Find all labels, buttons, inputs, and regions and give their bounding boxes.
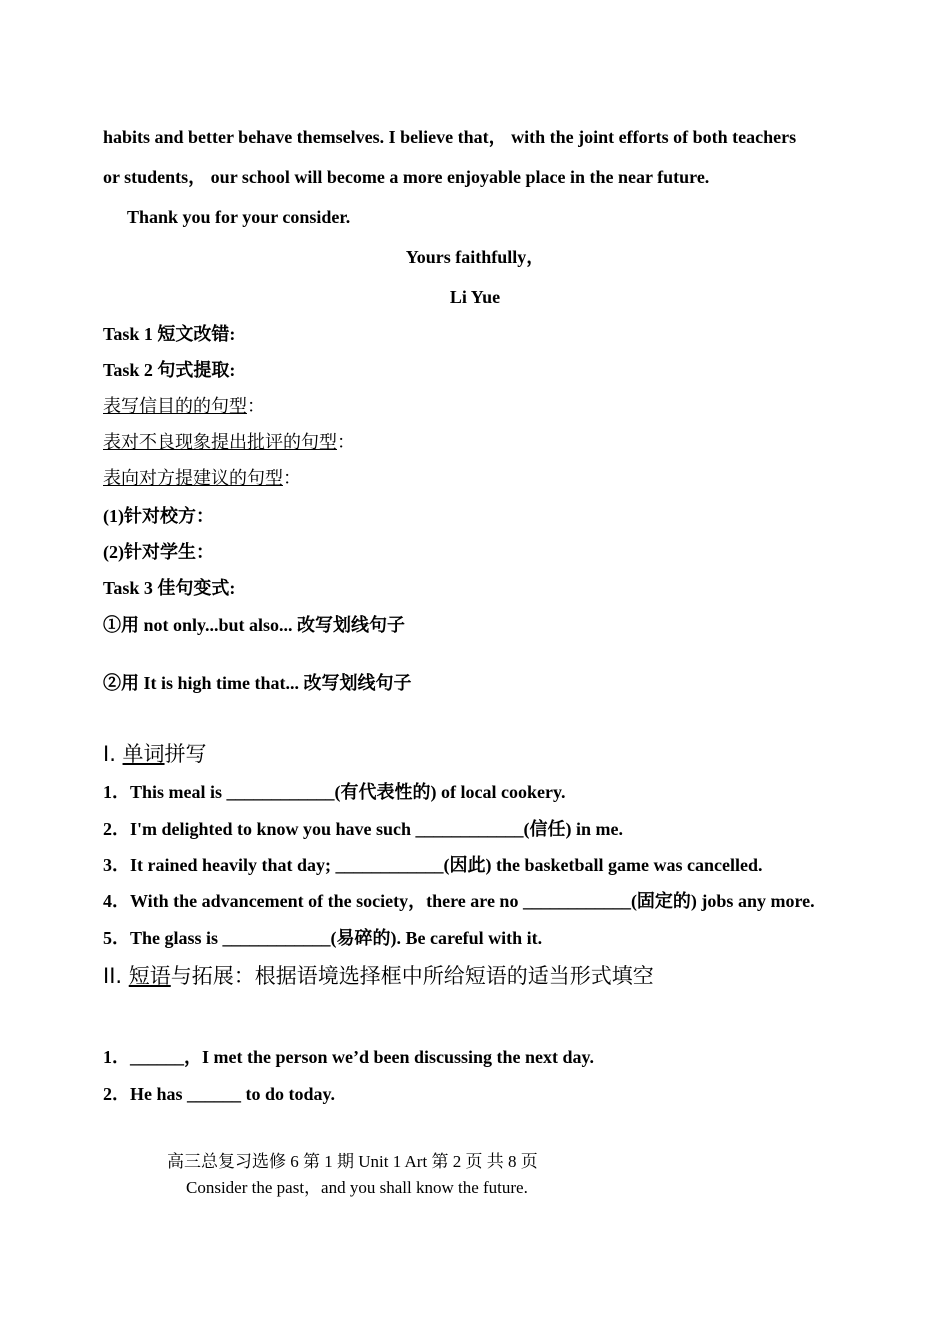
section1-item: 4．With the advancement of the society，there are no ____________(固定的) jobs any more. [103,891,815,911]
task1-heading: Task 1 短文改错: [103,324,236,344]
letter-signature: Li Yue [449,287,501,307]
section1-title-rest: 拼写 [164,742,207,766]
section1-item: 3．It rained heavily that day; ____________(因此) the basketball game was cancelled. [103,855,763,875]
letter-thanks: Thank you for your consider. [127,207,351,227]
section1-title-underlined: 单词 [122,742,165,766]
section1-item: 1．This meal is ____________(有代表性的) of local cookery. [103,782,566,802]
purpose-pattern-text: 表写信目的的句型 [103,396,247,416]
purpose-colon: ： [247,396,265,416]
section1-heading [103,741,207,767]
section2-title-underlined: 短语 [128,964,171,988]
section2-item: 1．______，I met the person we’d been discussing the next day. [103,1047,595,1067]
rewrite-instruction-2: ②用 It is high time that... 改写划线句子 [103,673,412,693]
for-school-label: (1)针对校方： [103,506,214,526]
purpose-pattern-label [103,395,265,417]
task2-heading: Task 2 句式提取: [103,360,236,380]
suggestion-colon: ： [283,468,301,488]
criticism-pattern-text: 表对不良现象提出批评的句型 [103,432,337,452]
section1-item: 5．The glass is ____________(易碎的). Be careful with it. [103,928,543,948]
criticism-pattern-label [103,431,355,453]
footer-motto: Consider the past，and you shall know the future. [186,1178,528,1197]
footer-page-info: 高三总复习选修 6 第 1 期 Unit 1 Art 第 2 页 共 8 页 [167,1152,538,1171]
letter-closing: Yours faithfully， [405,247,545,267]
section2-item: 2．He has ______ to do today. [103,1084,336,1104]
task3-heading: Task 3 佳句变式: [103,578,236,598]
for-students-label: (2)针对学生： [103,542,214,562]
suggestion-pattern-text: 表向对方提建议的句型 [103,468,283,488]
section2-title-rest: 与拓展：根据语境选择框中所给短语的适当形式填空 [170,964,654,988]
section2-heading [103,963,654,989]
letter-line-2: or students， our school will become a more enjoyable place in the near future. [103,167,710,187]
section1-item: 2．I'm delighted to know you have such ____________(信任) in me. [103,819,624,839]
rewrite-instruction-1: ①用 not only...but also... 改写划线句子 [103,615,406,635]
section2-prefix: II. [103,964,129,988]
criticism-colon: ： [337,432,355,452]
suggestion-pattern-label [103,467,301,489]
section1-prefix: I. [103,742,123,766]
letter-line-1: habits and better behave themselves. I believe that， with the joint efforts of both teachers [103,127,797,147]
